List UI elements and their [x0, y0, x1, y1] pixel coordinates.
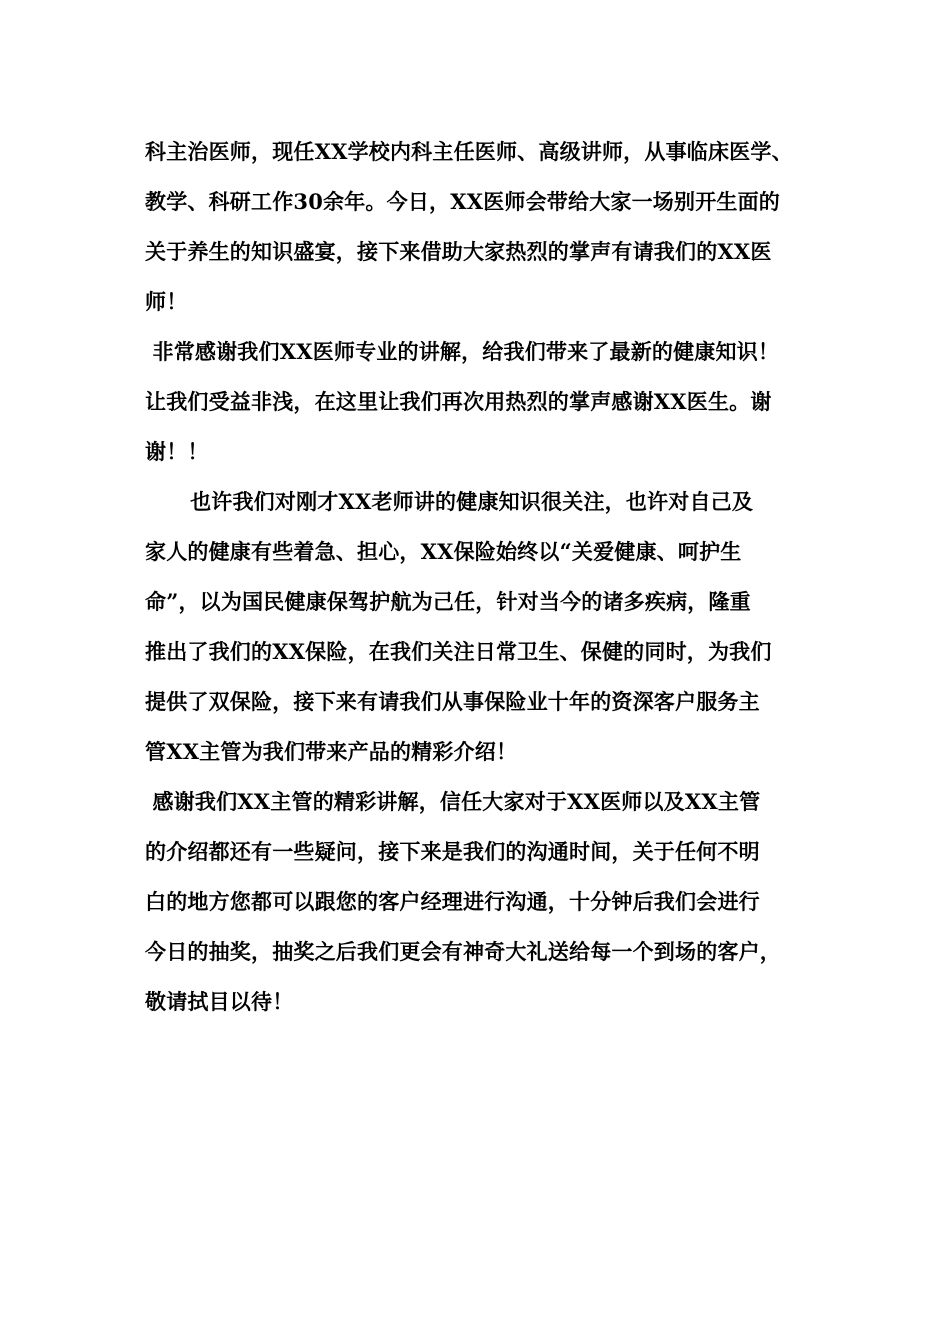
text-line: 管XX主管为我们带来产品的精彩介绍！ — [145, 739, 518, 764]
text-line: 家人的健康有些着急、担心，XX保险始终以“关爱健康、呵护生 — [145, 539, 742, 564]
text-line: 教学、科研工作30余年。今日，XX医师会带给大家一场别开生面的 — [145, 189, 781, 214]
text-line: 提供了双保险，接下来有请我们从事保险业十年的资深客户服务主 — [145, 689, 760, 714]
text-line: 师！ — [145, 289, 188, 314]
text-line: 关于养生的知识盛宴，接下来借助大家热烈的掌声有请我们的XX医 — [145, 239, 772, 264]
text-line: 感谢我们XX主管的精彩讲解，信任大家对于XX医师以及XX主管 — [145, 789, 761, 814]
text-line: 白的地方您都可以跟您的客户经理进行沟通，十分钟后我们会进行 — [145, 889, 760, 914]
text-line: 的介绍都还有一些疑问，接下来是我们的沟通时间，关于任何不明 — [145, 839, 760, 864]
text-line: 科主治医师，现任XX学校内科主任医师、高级讲师，从事临床医学、 — [145, 139, 793, 164]
text-line: 谢！！ — [145, 439, 209, 464]
text-line: 让我们受益非浅，在这里让我们再次用热烈的掌声感谢XX医生。谢 — [145, 389, 772, 414]
text-line: 命”，以为国民健康保驾护航为己任，针对当今的诸多疾病，隆重 — [145, 589, 751, 614]
text-line: 敬请拭目以待！ — [145, 989, 294, 1014]
text-line: 非常感谢我们XX医师专业的讲解，给我们带来了最新的健康知识！ — [145, 339, 780, 364]
text-line: 也许我们对刚才XX老师讲的健康知识很关注，也许对自己及 — [145, 489, 754, 514]
text-line: 今日的抽奖，抽奖之后我们更会有神奇大礼送给每一个到场的客户， — [145, 939, 781, 964]
text-line: 推出了我们的XX保险，在我们关注日常卫生、保健的同时，为我们 — [145, 639, 772, 664]
